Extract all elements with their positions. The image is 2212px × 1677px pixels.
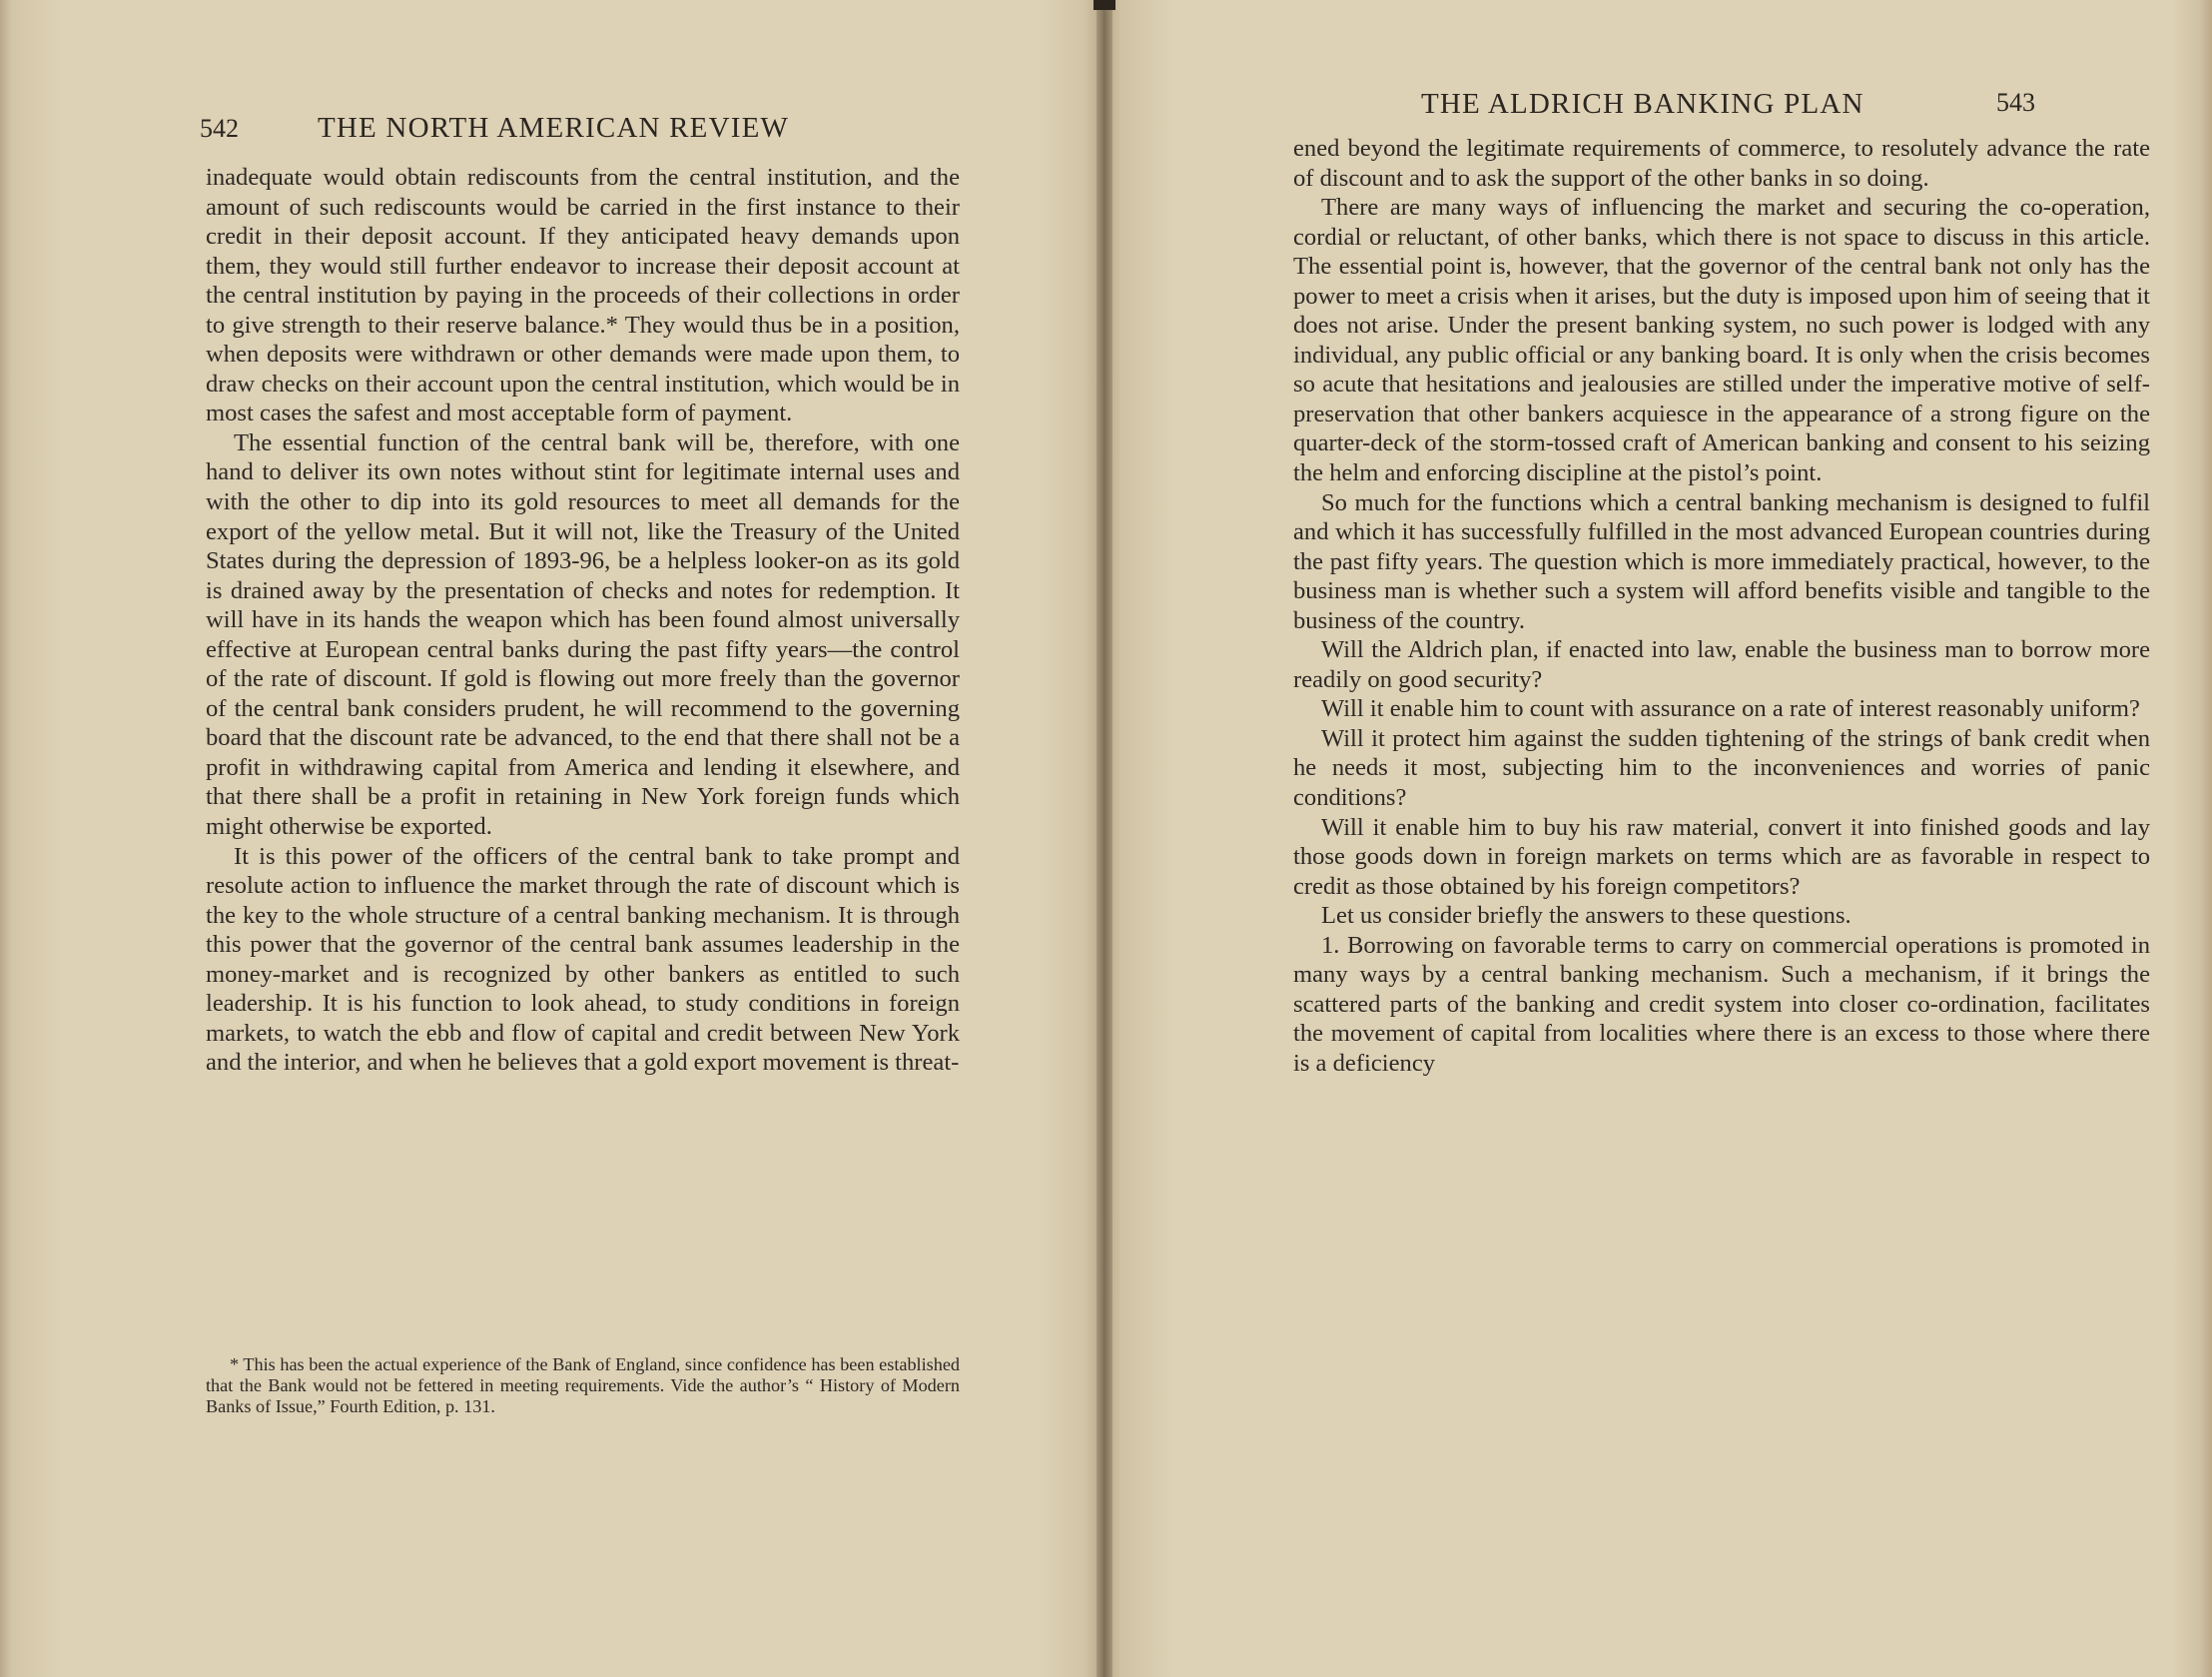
paragraph: The essential function of the central bank will be, therefore, with one hand to deliver its own notes without stint for legitimate internal uses and with the other to dip into its gold resources to meet all demands for the export of the yellow metal. But it will not, like the Treasury of the United States during the depression of 1893-96, be a helpless looker-on as its gold is drained away by the presentation of checks and notes for redemption. It will have in its hands the weapon which has been found almost universally effective at European central banks during the past fifty years—the control of the rate of discount. If gold is flowing out more freely than the governor of the central bank considers prudent, he will recommend to the governing board that the discount rate be advanced, to the end that there shall not be a profit in withdrawing capital from America and lending it elsewhere, and that there shall be a profit in retaining in New York foreign funds which might otherwise be exported. [206,428,960,841]
paragraph: inadequate would obtain rediscounts from the central institution, and the amount of such rediscounts would be carried in the first instance to their credit in their deposit account. If they anticipated heavy demands upon them, they would still further endeavor to increase their deposit account at the central institution by paying in the proceeds of their collections in order to give strength to their reserve balance.* They would thus be in a position, when deposits were withdrawn or other demands were made upon them, to draw checks on their account upon the central institution, which would be in most cases the safest and most acceptable form of payment. [206,164,960,427]
paragraph: 1. Borrowing on favorable terms to carry on commercial operations is promoted in many ways by a central banking mechanism. Such a mechanism, if it brings the scattered parts of the banking and credit system into closer co-ordination, facilitates the movement of capital from localities where there is an excess to those where there is a deficiency [1293,931,2150,1077]
right-page [1104,0,2212,1677]
paragraph: ened beyond the legitimate requirements of commerce, to resolutely advance the rate of discount and to ask the support of the other banks in so doing. [1293,135,2150,192]
right-page-number: 543 [1996,88,2035,117]
paragraph: Let us consider briefly the answers to these questions. [1321,902,1851,930]
left-running-head: THE NORTH AMERICAN REVIEW [318,112,790,144]
right-text-column [1293,134,2150,1079]
book-gutter [1097,0,1112,1677]
paragraph: So much for the functions which a central banking mechanism is designed to fulfil and which it has successfully fulfilled in the most advanced European countries during the past fifty years. The question which is more immediately practical, however, to the business man is whether such a system will afford benefits visible and tangible to the business of the country. [1293,488,2150,634]
right-running-head: THE ALDRICH BANKING PLAN [1421,88,1864,120]
left-text-column [206,163,960,1078]
binding-edge [1094,0,1115,10]
footnote [206,1354,960,1418]
paragraph: It is this power of the officers of the central bank to take prompt and resolute action to influence the market through the rate of discount which is the key to the whole structure of a central banking mechanism. It is through this power that the governor of the central bank assumes leadership in the money-market and is recognized by other bankers as entitled to such leadership. It is his function to look ahead, to study conditions in foreign markets, to watch the ebb and flow of capital and credit between New York and the interior, and when he believes that a gold export movement is threat- [206,842,960,1077]
left-page [0,0,1104,1677]
paragraph: Will it enable him to count with assurance on a rate of interest reasonably uniform? [1321,695,2140,723]
paragraph: Will it protect him against the sudden tightening of the strings of bank credit when he needs it most, subjecting him to the inconveniences and worries of panic conditions? [1293,724,2150,812]
footnote-text: * This has been the actual experience of the Bank of England, since confidence has been established that the Bank would not be fettered in meeting requirements. Vide the author’s “ History of Modern Banks of Issue,” Fourth Edition, p. 131. [206,1354,960,1417]
paragraph: Will the Aldrich plan, if enacted into law, enable the business man to borrow more readily on good security? [1293,636,2150,693]
paragraph: Will it enable him to buy his raw material, convert it into finished goods and lay those goods down in foreign markets on terms which are as favorable in respect to credit as those obtained by his foreign competitors? [1293,813,2150,900]
left-page-number: 542 [200,114,239,143]
paragraph: There are many ways of influencing the market and securing the co-operation, cordial or reluctant, of other banks, which there is not space to discuss in this article. The essential point is, however, that the governor of the central bank not only has the power to meet a crisis when it arises, but the duty is imposed upon him of seeing that it does not arise. Under the present banking system, no such power is lodged with any individual, any public official or any banking board. It is only when the crisis becomes so acute that hesitations and jealousies are stilled under the imperative motive of self-preservation that other bankers acquiesce in the appearance of a strong figure on the quarter-deck of the storm-tossed craft of American banking and consent to his seizing the helm and enforcing discipline at the pistol’s point. [1293,194,2150,487]
